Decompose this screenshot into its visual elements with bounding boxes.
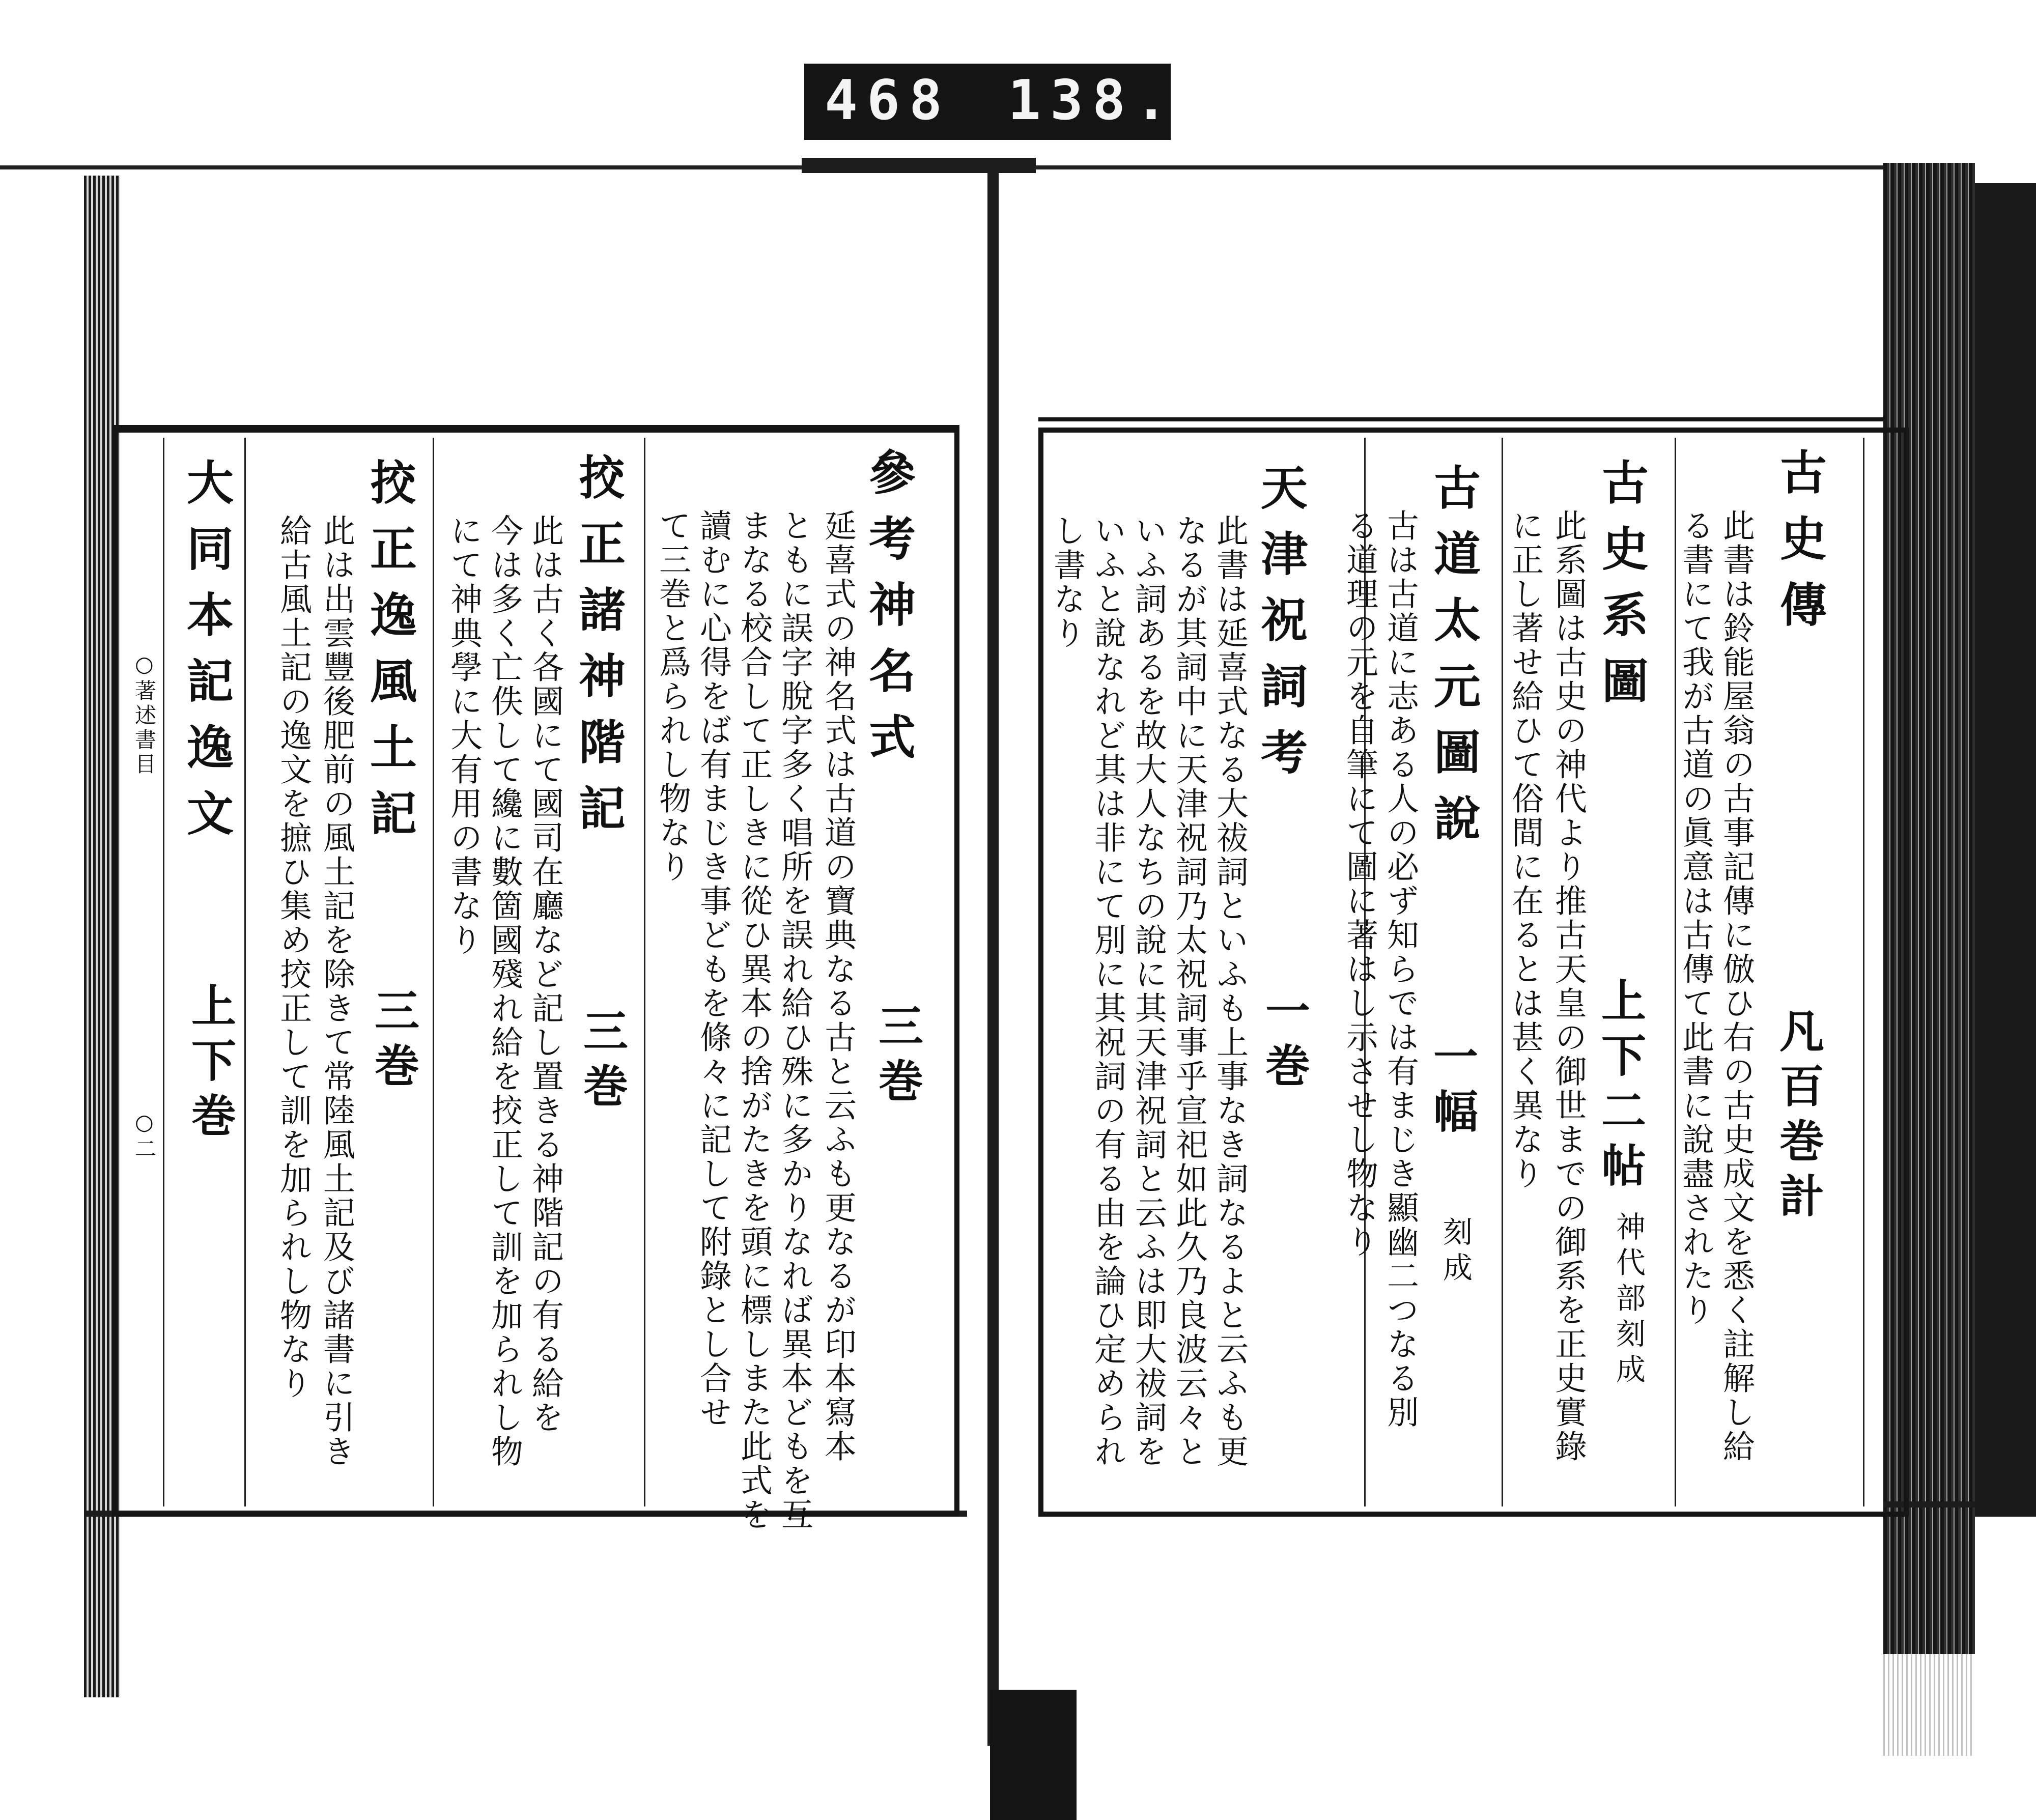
- spine-tab: [990, 1690, 1077, 1820]
- entry-quantity: 一幅: [1426, 1033, 1479, 1143]
- entry-text-line: にて神典學に大有用の書なり: [445, 514, 483, 957]
- entry-note: 神代部刻成: [1611, 1211, 1646, 1389]
- entry-text-line: る道理の元を自筆にて圖に著はし示させし物なり: [1341, 509, 1378, 1259]
- entry-title: 挍正諸神階記: [571, 453, 626, 850]
- entry-text-line: いふ詞あるを故大人なちの說に其天津祝詞と云ふは即大祓詞を: [1130, 514, 1167, 1469]
- entry-quantity: 三巻: [367, 987, 420, 1097]
- entry-quantity: 一巻: [1258, 987, 1311, 1097]
- column-divider: [1675, 438, 1676, 1506]
- entry-quantity: 凡百巻計: [1772, 1008, 1825, 1228]
- column-divider: [644, 438, 645, 1506]
- entry-text-line: 今は多く亡佚して纔に數箇國殘れ給を挍正して訓を加られし物: [486, 514, 523, 1469]
- entry-quantity: 上下二帖: [1594, 977, 1647, 1197]
- entry-text-line: 此系圖は古史の神代より推古天皇の御世までの御系を正史實錄: [1550, 509, 1587, 1464]
- entry-text-line: に正し著せ給ひて俗間に在るとは甚く異なり: [1507, 509, 1544, 1191]
- spine-cap: [802, 158, 1036, 173]
- entry-text-line: て三巻と爲られし物なり: [654, 509, 691, 884]
- entry-title: 參考神名式: [861, 448, 916, 779]
- column-divider: [1502, 438, 1503, 1506]
- entry-text-line: なるが其詞中に天津祝詞乃太祝詞事乎宣祀如此久乃良波云々と: [1171, 514, 1208, 1469]
- column-divider: [1863, 438, 1864, 1506]
- entry-text-line: 延喜式の神名式は古道の寶典なる古と云ふも更なるが印本寫本: [819, 509, 857, 1464]
- left-frame-top-rule: [112, 425, 959, 429]
- entry-text-line: 此は出雲豐後肥前の風土記を除きて常陸風土記及び諸書に引き: [318, 514, 355, 1469]
- entry-title: 天津祝詞考: [1253, 463, 1308, 794]
- entry-quantity: 上下巻: [184, 982, 237, 1147]
- entry-text-line: ともに誤字脫字多く唱所を誤れ給ひ殊に多かりなれば異本どもを互: [776, 509, 813, 1532]
- entry-title: 大同本記逸文: [179, 458, 234, 855]
- entry-text-line: まなる校合して正しきに從ひ異本の捨がたきを頭に標しまた此式を: [736, 509, 773, 1532]
- entry-text-line: し書なり: [1049, 514, 1086, 650]
- entry-title: 挍正逸風土記: [362, 458, 417, 855]
- margin-section-label: ○著述書目: [132, 651, 157, 777]
- entry-quantity: 三巻: [871, 1003, 924, 1113]
- entry-title: 古史傳: [1772, 448, 1827, 646]
- entry-text-line: 給古風土記の逸文を摭ひ集め挍正して訓を加られし物なり: [275, 514, 312, 1401]
- margin-page-number: ○二: [132, 1110, 157, 1162]
- film-number-left: 468: [825, 69, 952, 132]
- entry-text-line: 此書は鈴能屋翁の古事記傳に倣ひ右の古史成文を悉く註解し給: [1718, 509, 1755, 1464]
- entry-text-line: 此書は延喜式なる大祓詞といふも上事なき詞なるよと云ふも更: [1211, 514, 1249, 1469]
- entry-title: 古史系圖: [1594, 458, 1649, 723]
- entry-text-line: る書にて我が古道の眞意は古傳て此書に說盡されたり: [1677, 509, 1714, 1327]
- entry-text-line: いふと說なれど其は非にて別に其祝詞の有る由を論ひ定められ: [1089, 514, 1126, 1469]
- entry-text-line: 讀むに心得をば有まじき事どもを條々に記して附錄とし合せ: [695, 509, 732, 1430]
- entry-quantity: 三巻: [576, 1008, 629, 1118]
- column-divider: [244, 438, 246, 1506]
- entry-text-line: 此は古く各國にて國司在廳など記し置きる神階記の有る給を: [527, 514, 564, 1435]
- column-divider: [163, 438, 164, 1506]
- film-number-right: 138.: [1008, 69, 1177, 132]
- column-divider: [433, 438, 434, 1506]
- right-page-edge-fade: [1883, 1654, 1975, 1756]
- right-book-edge: [1975, 183, 2036, 1517]
- entry-note: 刻成: [1438, 1216, 1473, 1288]
- book-spine: [987, 168, 999, 1746]
- right-frame-top-rule: [1038, 417, 1883, 421]
- entry-text-line: 古は古道に志ある人の必ず知らでは有まじき顯幽二つなる別: [1382, 509, 1419, 1430]
- film-label: [804, 64, 1177, 140]
- entry-title: 古道太元圖說: [1426, 463, 1481, 860]
